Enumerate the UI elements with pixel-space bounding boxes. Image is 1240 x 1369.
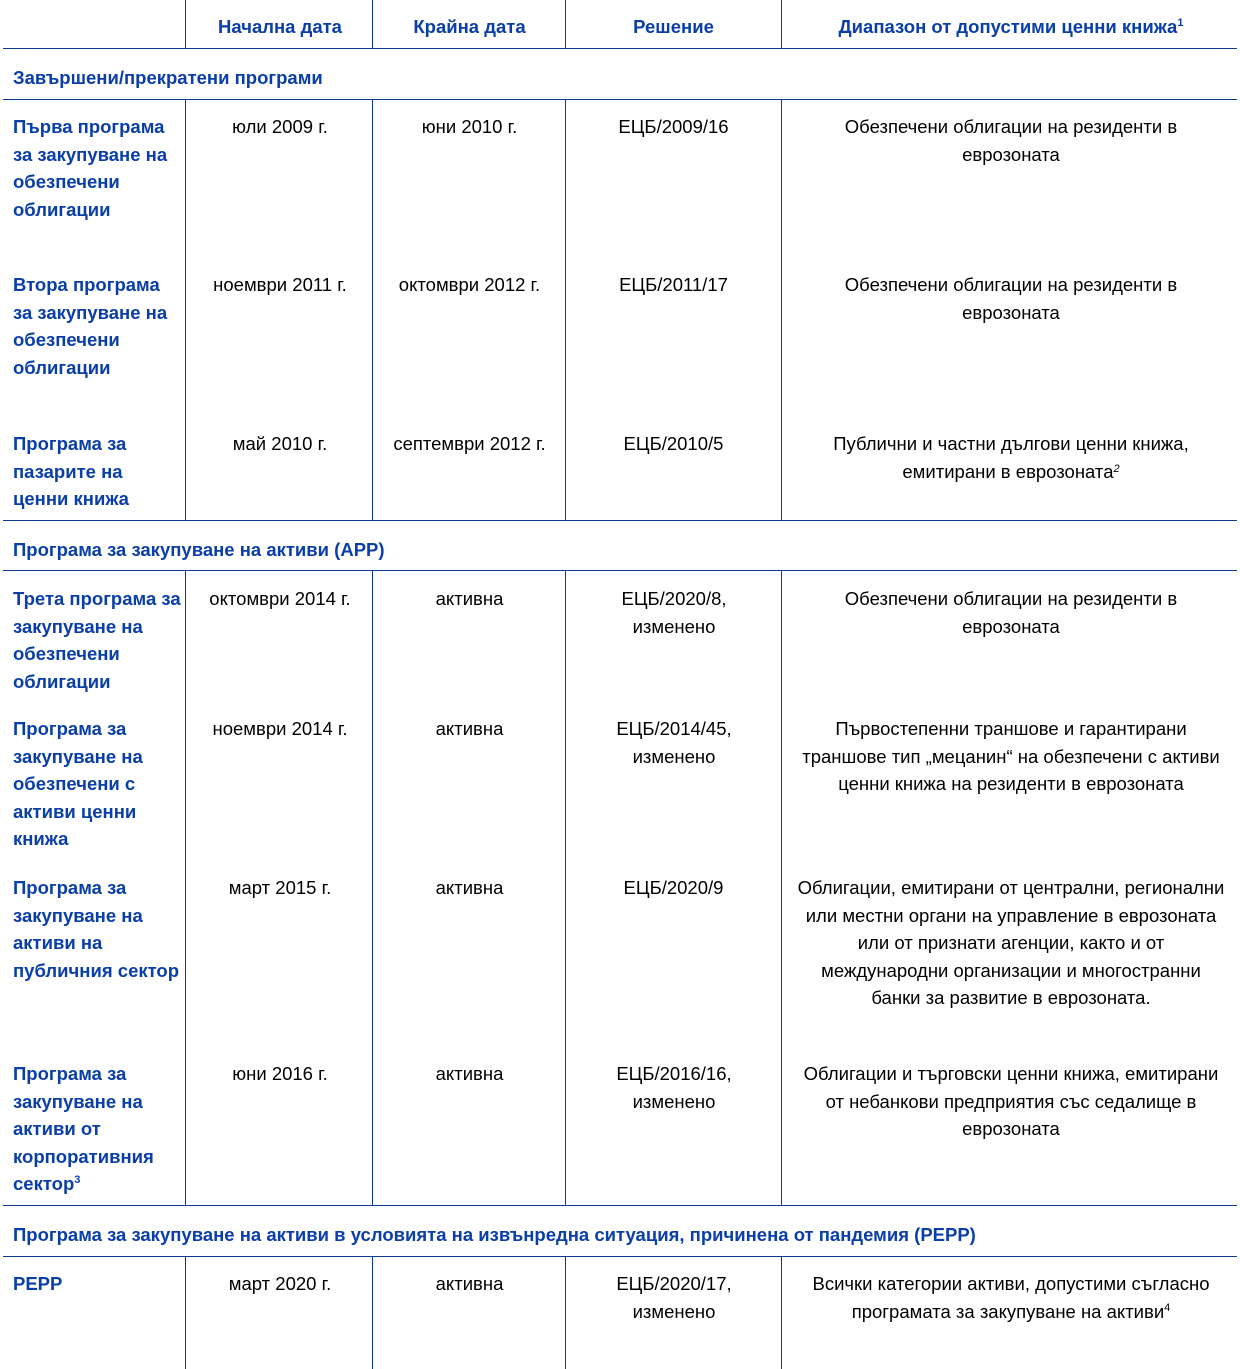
end-date: активна — [435, 877, 504, 898]
end-date: юни 2010 г. — [421, 116, 518, 137]
col-divider — [781, 1256, 782, 1369]
rule-section2 — [3, 570, 1237, 571]
end-date: септември 2012 г. — [393, 433, 546, 454]
col-divider — [565, 0, 566, 49]
start-date: юни 2016 г. — [232, 1063, 328, 1084]
decision: ЕЦБ/2020/9 — [623, 877, 724, 898]
eligible-range: Първостепенни траншове и гарантирани траншове тип „мецанин“ на обезпечени с активи ценни книжа на резиденти в еврозоната — [802, 718, 1220, 794]
program-name: Първа програма за закупуване на обезпечени облигации — [13, 116, 168, 220]
start-date: ноември 2011 г. — [213, 274, 347, 295]
start-date: март 2015 г. — [228, 877, 332, 898]
start-date: юли 2009 г. — [232, 116, 328, 137]
end-date: активна — [435, 1063, 504, 1084]
eligible-range: Обезпечени облигации на резиденти в еврозоната — [844, 588, 1178, 637]
col-divider — [185, 0, 186, 49]
decision: ЕЦБ/2010/5 — [623, 433, 724, 454]
header-eligible-range — [782, 16, 1240, 38]
program-name: Трета програма за закупуване на обезпечени облигации — [13, 588, 181, 692]
footnote-3: 3 — [74, 1173, 81, 1186]
header-end-date: Крайна дата — [413, 16, 526, 37]
section-title-completed: Завършени/прекратени програми — [13, 67, 323, 88]
footnote-4: 4 — [1164, 1301, 1171, 1314]
program-name: Втора програма за закупуване на обезпечени облигации — [13, 274, 168, 378]
eligible-range: Облигации, емитирани от централни, регионални или местни органи на управление в еврозоната или от признати агенции, както и от международни организации и многостранни банки за развитие в еврозоната. — [797, 877, 1225, 1008]
program-name: Програма за закупуване на активи на публичния сектор — [13, 877, 180, 981]
program-name — [13, 1060, 181, 1198]
program-name-text: Програма за закупуване на активи от корпоративния сектор — [13, 1063, 154, 1194]
start-date: март 2020 г. — [228, 1273, 332, 1294]
col-divider — [781, 570, 782, 1205]
eligible-range: Обезпечени облигации на резиденти в еврозоната — [844, 116, 1178, 165]
program-name: Програма за пазарите на ценни книжа — [13, 433, 129, 509]
footnote-2: 2 — [1113, 462, 1120, 475]
end-date: активна — [435, 718, 504, 739]
eligible-range — [795, 1270, 1227, 1325]
eligible-range: Обезпечени облигации на резиденти в еврозоната — [844, 274, 1178, 323]
end-date: активна — [435, 588, 504, 609]
start-date: май 2010 г. — [232, 433, 328, 454]
decision: ЕЦБ/2014/45, изменено — [616, 718, 732, 767]
col-divider — [781, 99, 782, 520]
rule-section1-end — [3, 520, 1237, 521]
footnote-1: 1 — [1177, 16, 1184, 29]
col-divider — [372, 0, 373, 49]
end-date: активна — [435, 1273, 504, 1294]
rule-section3 — [3, 1256, 1237, 1257]
eligible-range-text: Всички категории активи, допустими съгласно програмата за закупуване на активи — [812, 1273, 1210, 1322]
header-decision: Решение — [633, 16, 714, 37]
start-date: октомври 2014 г. — [209, 588, 351, 609]
header-start-date: Начална дата — [218, 16, 342, 37]
section-title-app: Програма за закупуване на активи (APP) — [13, 539, 385, 560]
col-divider — [565, 1256, 566, 1369]
eligible-range: Облигации и търговски ценни книжа, емитирани от небанкови предприятия със седалище в еврозоната — [803, 1063, 1219, 1139]
decision: ЕЦБ/2020/17, изменено — [616, 1273, 732, 1322]
rule-section2-end — [3, 1205, 1237, 1206]
eligible-range-text: Публични и частни дългови ценни книжа, емитирани в еврозоната — [833, 433, 1189, 482]
header-eligible-range-text: Диапазон от допустими ценни книжа — [838, 16, 1178, 37]
rule-header — [3, 48, 1237, 49]
decision: ЕЦБ/2011/17 — [619, 274, 728, 295]
decision: ЕЦБ/2016/16, изменено — [616, 1063, 732, 1112]
section-title-pepp: Програма за закупуване на активи в условията на извънредна ситуация, причинена от пандемия (PEPP) — [13, 1224, 976, 1245]
start-date: ноември 2014 г. — [212, 718, 348, 739]
col-divider — [781, 0, 782, 49]
col-divider — [185, 99, 186, 520]
decision: ЕЦБ/2020/8, изменено — [621, 588, 727, 637]
rule-section1 — [3, 99, 1237, 100]
eligible-range — [795, 430, 1227, 489]
program-name: PEPP — [13, 1273, 63, 1294]
program-name: Програма за закупуване на обезпечени с активи ценни книжа — [13, 718, 143, 849]
col-divider — [185, 1256, 186, 1369]
decision: ЕЦБ/2009/16 — [618, 116, 729, 137]
end-date: октомври 2012 г. — [398, 274, 541, 295]
col-divider — [185, 570, 186, 1205]
